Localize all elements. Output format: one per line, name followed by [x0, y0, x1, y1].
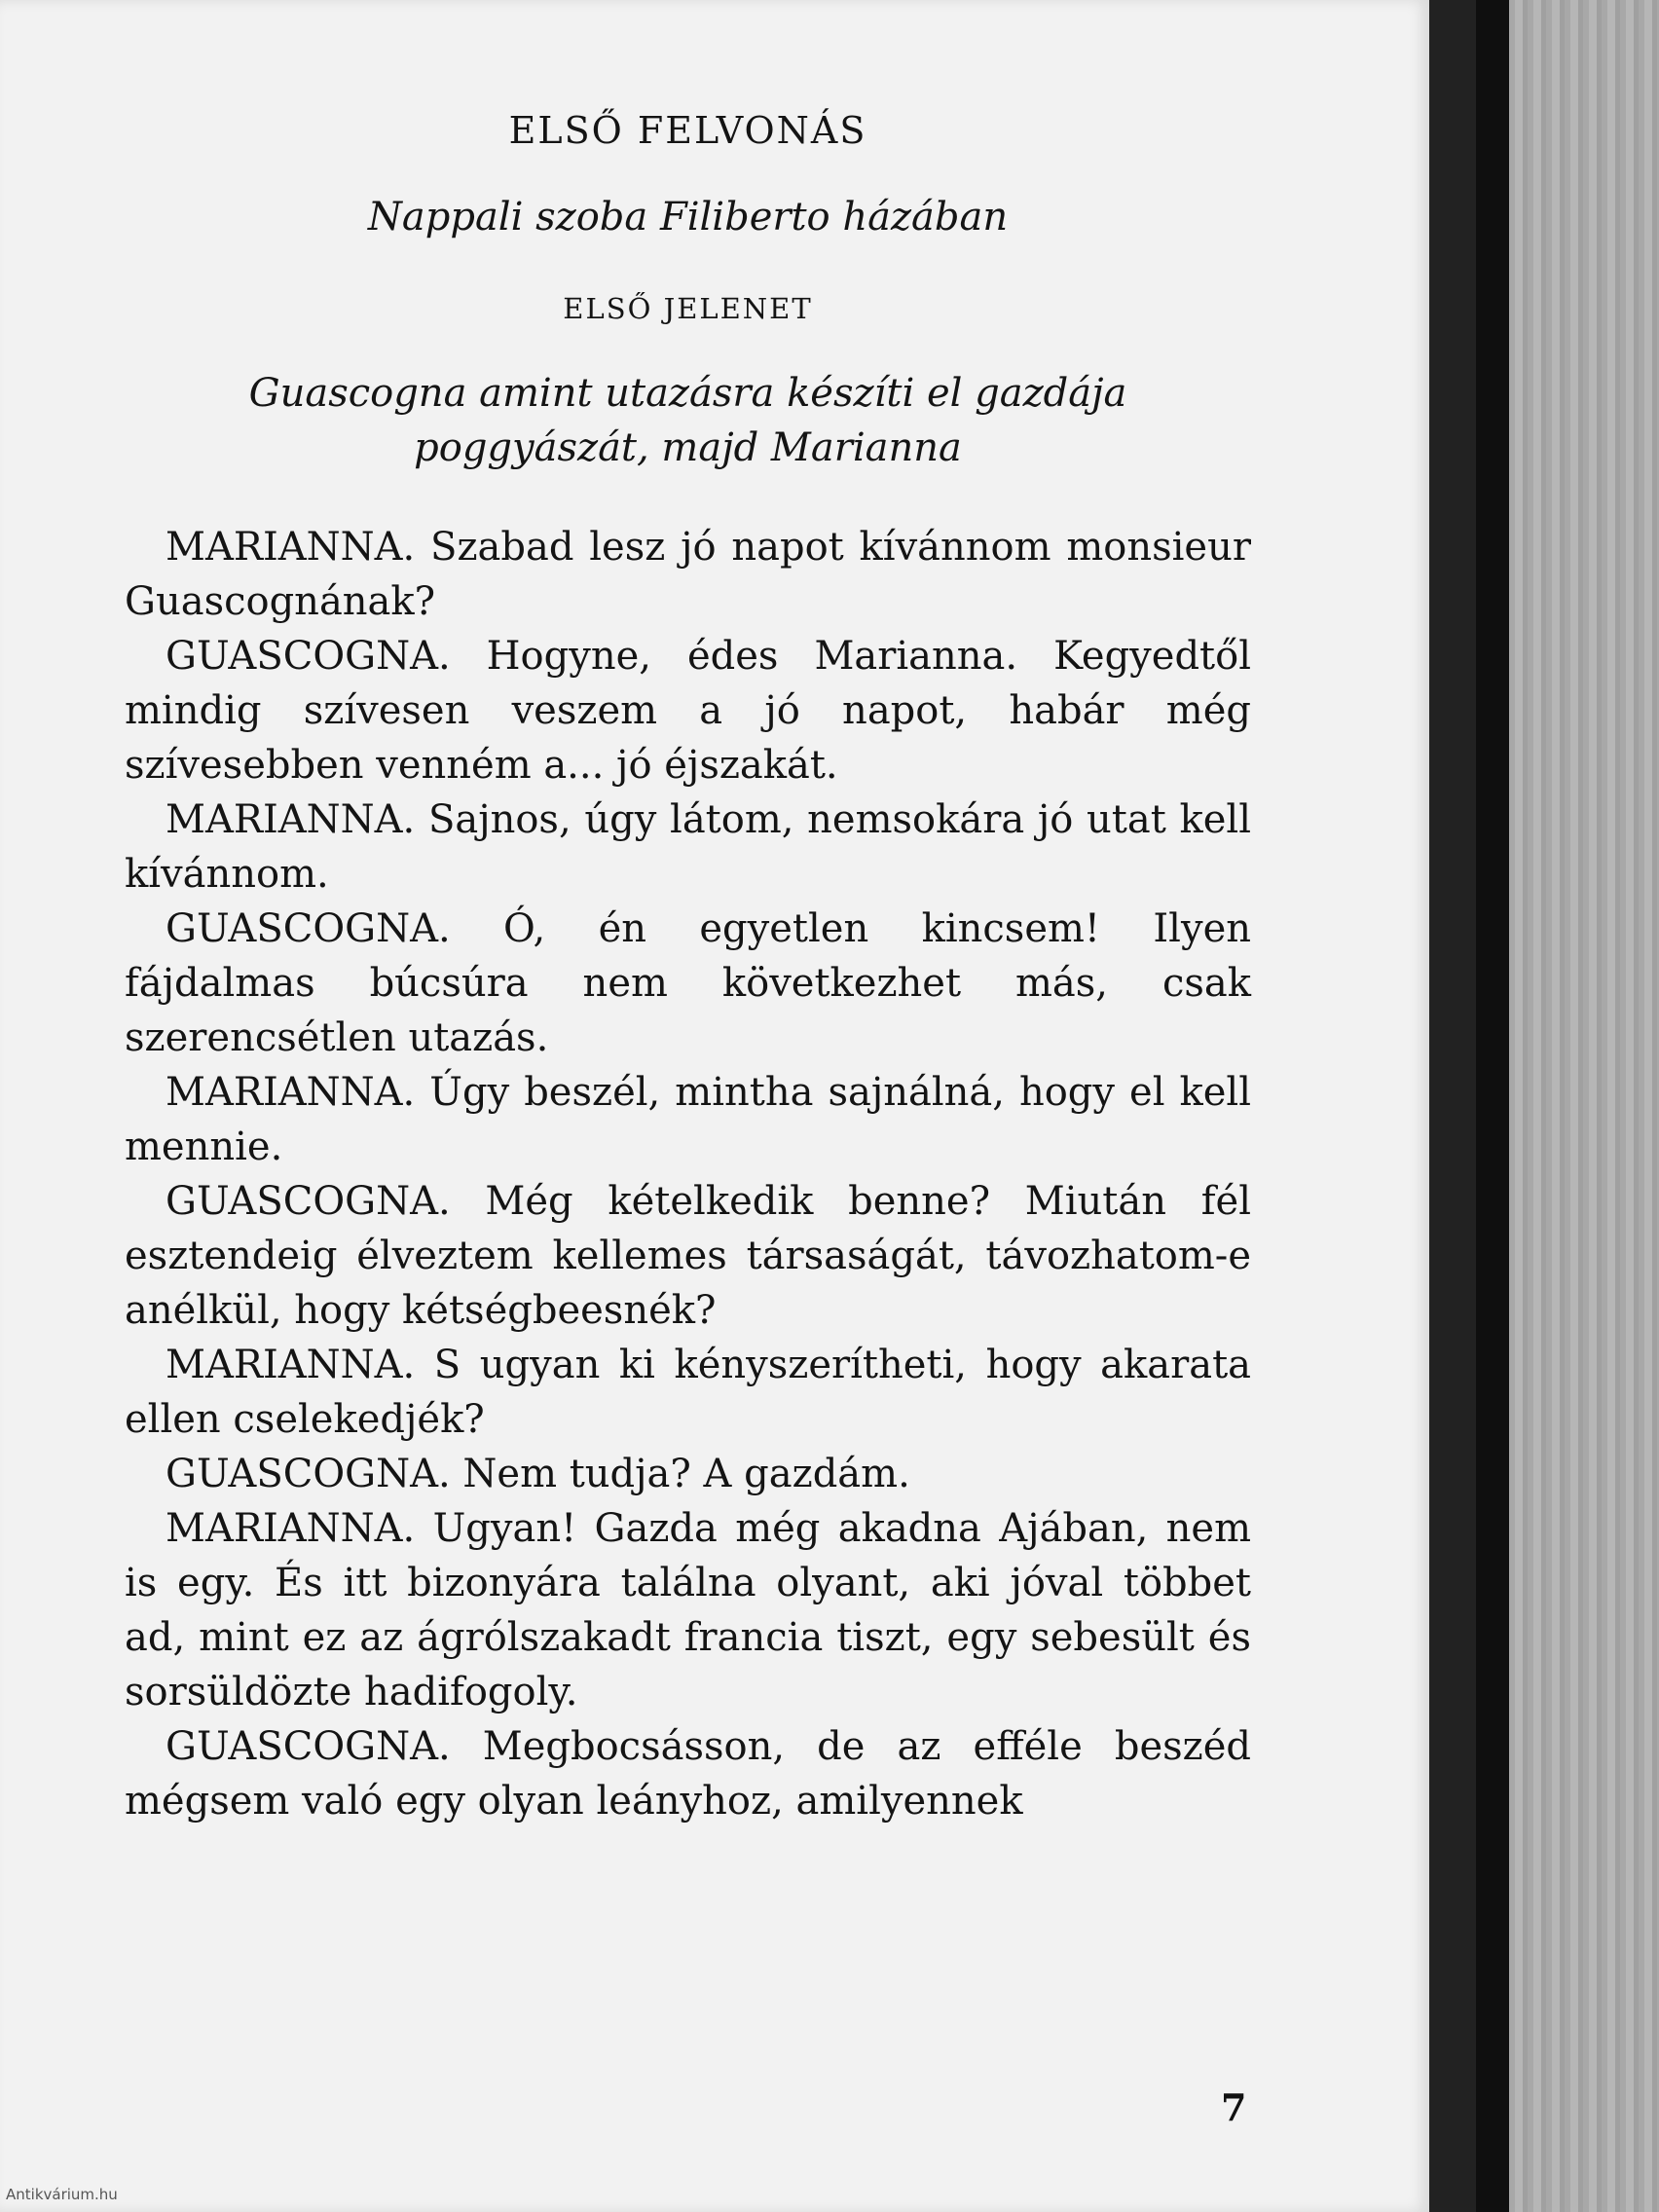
stage-direction-line: poggyászát, majd Marianna	[414, 425, 962, 470]
page-number: 7	[1221, 2085, 1247, 2129]
page-content	[125, 109, 1251, 1828]
dialogue-block	[125, 520, 1251, 1828]
act-title: ELSŐ FELVONÁS	[508, 109, 867, 152]
scene-title: ELSŐ JELENET	[563, 292, 813, 325]
dialogue-line: MARIANNA. Úgy beszél, mintha sajnálná, hogy el kell mennie.	[125, 1070, 1251, 1169]
dialogue-line: GUASCOGNA. Még kételkedik benne? Miután fél esztendeig élveztem kellemes társaságát, távozhatom-e anélkül, hogy kétségbeesnék?	[125, 1179, 1251, 1333]
dialogue-line: GUASCOGNA. Hogyne, édes Marianna. Kegyedtől mindig szívesen veszem a jó napot, habár még szívesebben venném a... jó éjszakát.	[125, 634, 1251, 788]
background-surface	[1509, 0, 1659, 2212]
dialogue-line: MARIANNA. Sajnos, úgy látom, nemsokára jó utat kell kívánnom.	[125, 797, 1251, 897]
watermark: Antikvárium.hu	[6, 2186, 118, 2203]
dialogue-line: GUASCOGNA. Ó, én egyetlen kincsem! Ilyen fájdalmas búcsúra nem következhet más, csak szerencsétlen utazás.	[125, 906, 1251, 1060]
dialogue-line: GUASCOGNA. Nem tudja? A gazdám.	[166, 1452, 910, 1496]
dialogue-line: GUASCOGNA. Megbocsásson, de az efféle beszéd mégsem való egy olyan leányhoz, amilyennek	[125, 1724, 1251, 1824]
dialogue-line: MARIANNA. Szabad lesz jó napot kívánnom monsieur Guascognának?	[125, 525, 1251, 624]
stage-direction	[125, 366, 1251, 475]
book-cover-edge	[1476, 0, 1509, 2212]
stage-direction-line: Guascogna amint utazásra készíti el gazdája	[248, 371, 1127, 416]
setting-line: Nappali szoba Filiberto házában	[367, 195, 1009, 240]
dialogue-line: MARIANNA. S ugyan ki kényszerítheti, hogy akarata ellen cselekedjék?	[125, 1343, 1251, 1442]
dialogue-line: MARIANNA. Ugyan! Gazda még akadna Ajában, nem is egy. És itt bizonyára találna olyant, aki jóval többet ad, mint ez az ágrólszakadt francia tiszt, egy sebesült és sorsüldözte hadifogoly.	[125, 1506, 1251, 1714]
page-edge-shadow	[1429, 0, 1476, 2212]
